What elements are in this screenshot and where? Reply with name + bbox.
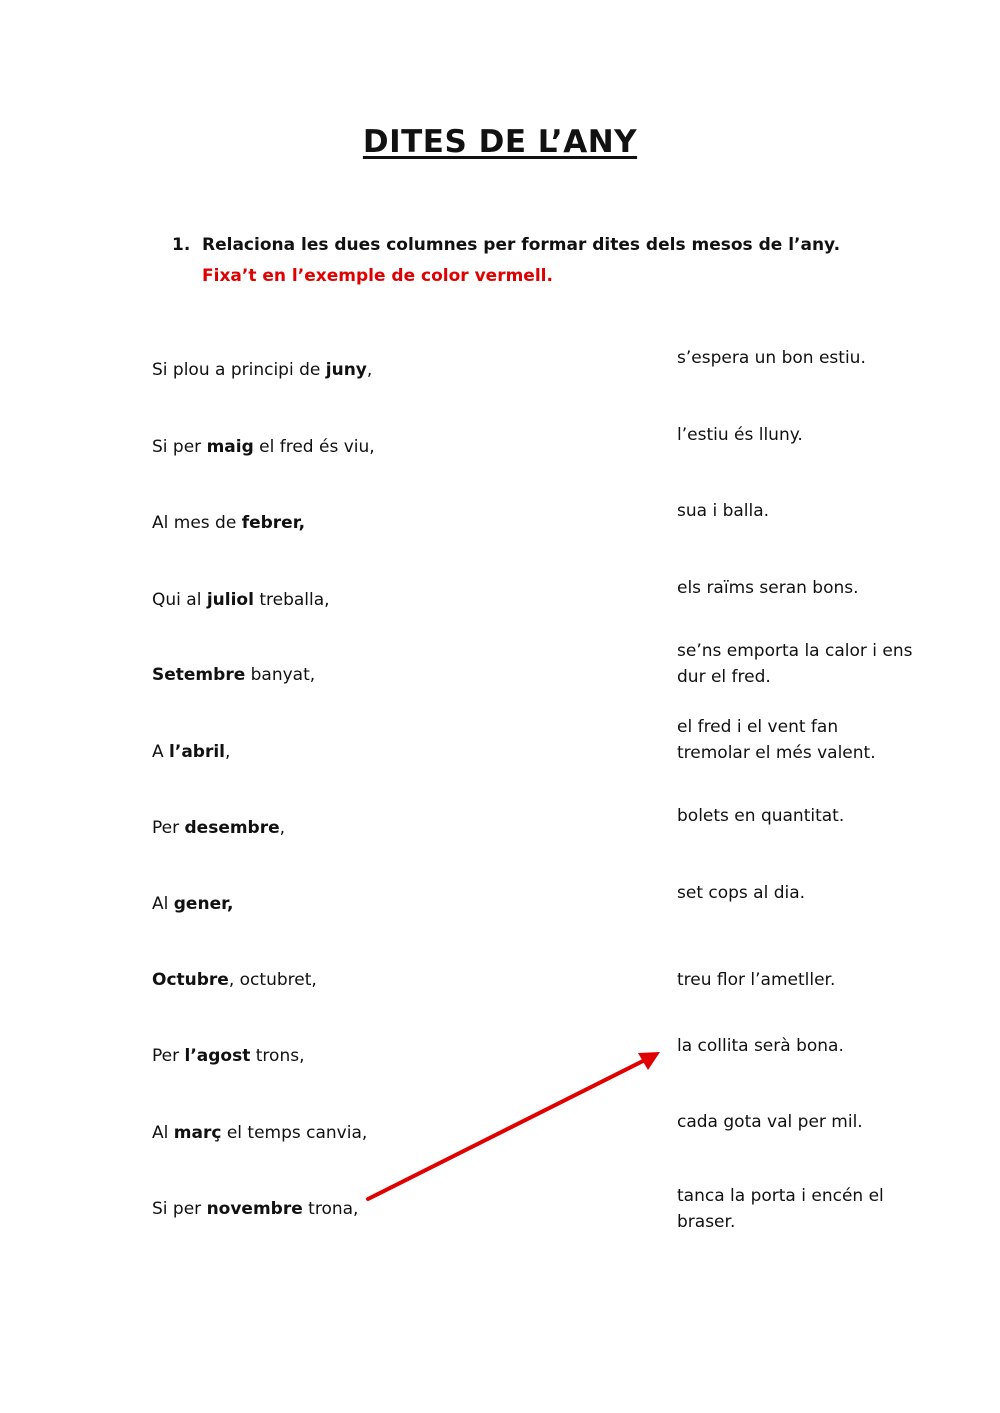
left-item-1[interactable]: Si plou a principi de juny, (152, 360, 373, 380)
right-item-4[interactable]: els raïms seran bons. (677, 578, 859, 598)
left-item-11[interactable]: Al març el temps canvia, (152, 1123, 368, 1143)
right-item-9[interactable]: treu flor l’ametller. (677, 970, 836, 990)
left-item-10[interactable]: Per l’agost trons, (152, 1046, 305, 1066)
left-item-12[interactable]: Si per novembre trona, (152, 1199, 359, 1219)
left-item-6[interactable]: A l’abril, (152, 742, 231, 762)
right-item-3[interactable]: sua i balla. (677, 501, 770, 521)
instruction-text: Relaciona les dues columnes per formar dites dels mesos de l’any. (202, 235, 841, 255)
left-item-8[interactable]: Al gener, (152, 894, 234, 914)
right-item-7[interactable]: bolets en quantitat. (677, 806, 845, 826)
left-item-9[interactable]: Octubre, octubret, (152, 970, 317, 990)
left-item-5[interactable]: Setembre banyat, (152, 665, 316, 685)
left-item-3[interactable]: Al mes de febrer, (152, 513, 306, 533)
instruction-number: 1. (172, 235, 191, 255)
right-item-1[interactable]: s’espera un bon estiu. (677, 348, 866, 368)
left-item-4[interactable]: Qui al juliol treballa, (152, 590, 330, 610)
right-item-12[interactable]: tanca la porta i encén el braser. (677, 1186, 884, 1232)
example-note: Fixa’t en l’exemple de color vermell. (202, 266, 553, 286)
page-title: DITES DE L’ANY (362, 124, 638, 160)
left-item-2[interactable]: Si per maig el fred és viu, (152, 437, 375, 457)
right-item-2[interactable]: l’estiu és lluny. (677, 425, 803, 445)
right-item-5[interactable]: se’ns emporta la calor i ens dur el fred. (677, 641, 913, 687)
right-item-11[interactable]: cada gota val per mil. (677, 1112, 863, 1132)
left-item-7[interactable]: Per desembre, (152, 818, 286, 838)
right-item-6[interactable]: el fred i el vent fan tremolar el més valent. (677, 717, 876, 763)
right-item-8[interactable]: set cops al dia. (677, 883, 806, 903)
right-item-10[interactable]: la collita serà bona. (677, 1036, 844, 1056)
